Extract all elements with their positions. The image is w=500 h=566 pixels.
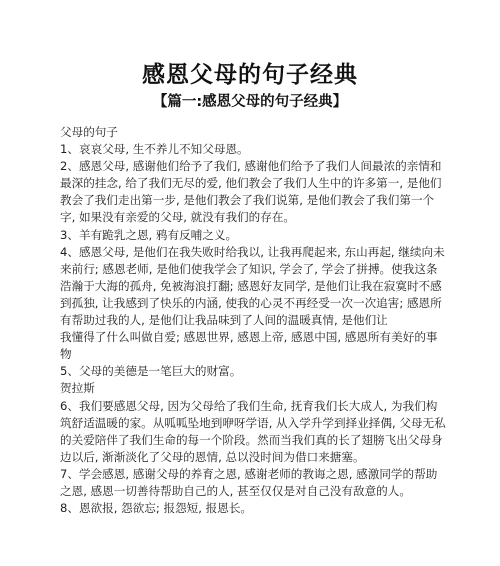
quote-attribution: 贺拉斯 — [60, 381, 95, 396]
quote-item-2: 2、感恩父母, 感谢他们给予了我们, 感谢他们给予了我们人间最浓的亲情和最深的挂念, 给了我们无尽的爱, 他们教会了我们人生中的许多第一, 是他们教会了我们走出第一步, 是他们教会了我们说第, 是他们教会了我们第一个字, 如果没有亲爱的父母, 就没有我们的存在。 — [60, 159, 442, 225]
quote-item-1: 1、哀哀父母, 生不养儿不知父母恩。 — [60, 142, 249, 157]
quote-item-4: 4、感恩父母, 是他们在我失败时给我以, 让我再爬起来, 东山再起, 继续向未来前行; 感恩老师, 是他们使我学会了知识, 学会了, 学会了拼搏。使我这条浩瀚于大海的孤舟, 免被海浪打翻; 感恩好友同学, 是他们让我在寂寞时不感到孤独, 让我感到了快乐的内涵, 使我的心灵不再经受一次一次追害; 感恩所有帮助过我的人, 是他们让我品味到了人间的温暖真情, 是他们让 — [60, 244, 445, 328]
document-body — [60, 124, 446, 517]
document-title: 感恩父母的句子经典 — [142, 62, 358, 88]
quote-item-5: 5、父母的美德是一笔巨大的财富。 — [60, 364, 242, 379]
quote-item-4-continued: 我懂得了什么叫做自爱; 感恩世界, 感恩上帝, 感恩中国, 感恩所有美好的事物 — [60, 330, 438, 362]
quote-item-6: 6、我们要感恩父母, 因为父母给了我们生命, 抚育我们长大成人, 为我们构筑舒适温暖的家。从呱呱坠地到咿呀学语, 从入学升学到择业择偶, 父母无私的关爱陪伴了我们生命的每一个阶段。然而当我们真的长了翅膀飞出父母身边以后, 渐渐淡化了父母的恩情, 总以没时间为借口来搪塞。 — [60, 398, 446, 464]
section-heading: 父母的句子 — [60, 125, 118, 139]
quote-item-8: 8、恩欲报, 怨欲忘; 报怨短, 报恩长。 — [60, 501, 253, 516]
page-bottom-fade — [0, 544, 500, 566]
quote-item-7: 7、学会感恩, 感谢父母的养育之恩, 感谢老师的教诲之恩, 感激同学的帮助之恩, 感恩一切善待帮助自己的人, 甚至仅仅是对自己没有敌意的人。 — [60, 466, 438, 498]
document-subtitle: 【篇一:感恩父母的句子经典】 — [152, 94, 348, 110]
quote-item-3: 3、羊有跪乳之恩, 鸦有反哺之义。 — [60, 227, 238, 242]
